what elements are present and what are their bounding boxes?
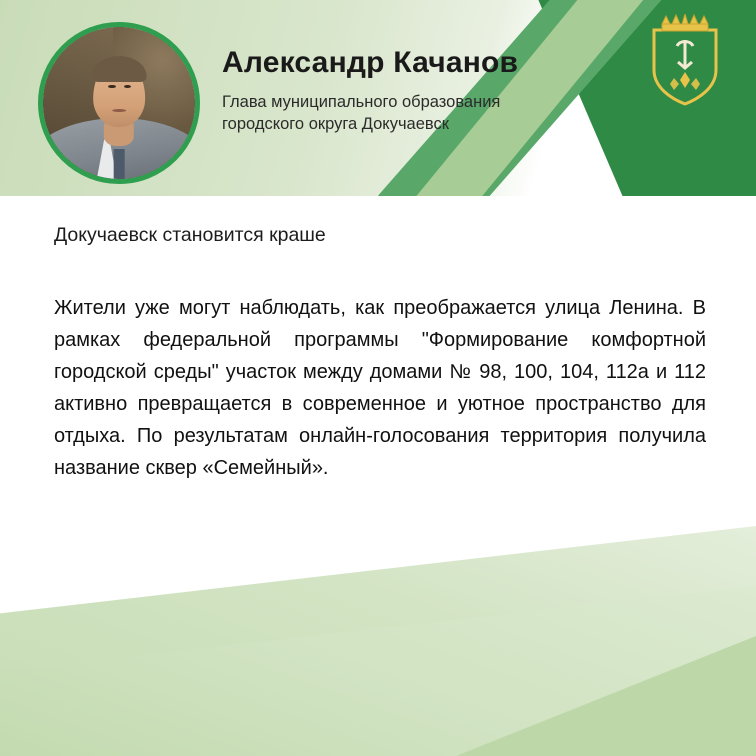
body-paragraph: Жители уже могут наблюдать, как преображается улица Ленина. В рамках федеральной программы "Формирование комфортной городской среды" участок между домами № 98, 100, 104, 112а и 112 активно превращается в современное и уютное пространство для отдыха. По результатам онлайн-голосования территория получила название сквер «Семейный». bbox=[54, 297, 706, 480]
avatar bbox=[38, 22, 200, 184]
coat-of-arms-icon bbox=[650, 14, 720, 106]
photo-mouth bbox=[112, 109, 126, 112]
header-text-block bbox=[222, 46, 642, 136]
lede-text: Докучаевск становится краше bbox=[54, 224, 326, 246]
page-title: Александр Качанов bbox=[222, 46, 519, 79]
person-role bbox=[222, 91, 642, 136]
person-role-line-1: Глава муниципального образования bbox=[222, 93, 501, 111]
person-role-line-2: городского округа Докучаевск bbox=[222, 115, 449, 134]
portrait-photo bbox=[43, 27, 195, 179]
photo-tie bbox=[114, 149, 125, 179]
card-header bbox=[0, 0, 756, 206]
card-content bbox=[54, 222, 706, 484]
